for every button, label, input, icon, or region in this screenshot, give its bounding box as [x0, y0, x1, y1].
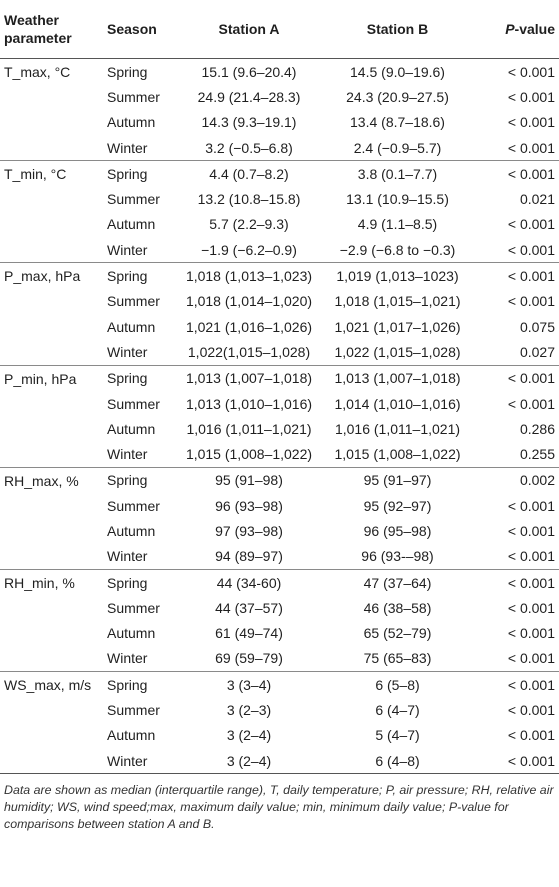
station-b-cell: 46 (38–58): [363, 599, 432, 616]
station-b-cell: 6 (4–8): [375, 752, 420, 769]
season-cell: Autumn: [107, 114, 156, 131]
season-cell: Spring: [103, 263, 178, 289]
station-b-cell: 95 (92–97): [363, 497, 432, 514]
station-a-cell: 44 (34-60): [178, 569, 320, 595]
station-a-cell: 3.2 (−0.5–6.8): [205, 139, 293, 156]
p-value-cell: < 0.001: [507, 548, 555, 565]
parameter-cell: WS_max, m/s: [0, 672, 103, 774]
season-cell: Summer: [107, 88, 160, 105]
station-b-cell: 14.5 (9.0–19.6): [350, 63, 445, 80]
season-cell: Spring: [103, 569, 178, 595]
station-b-cell: 1,016 (1,011–1,021): [334, 420, 461, 437]
season-cell: Summer: [107, 702, 160, 719]
p-value-cell: < 0.001: [507, 216, 555, 233]
station-a-cell: 24.9 (21.4–28.3): [197, 88, 301, 105]
station-b-cell: 6 (4–7): [375, 702, 420, 719]
p-value-cell: < 0.001: [507, 625, 555, 642]
station-b-cell: 95 (91–97): [320, 467, 475, 493]
header-season: Season: [107, 21, 157, 37]
station-b-cell: 4.9 (1.1–8.5): [357, 216, 438, 233]
season-cell: Winter: [107, 650, 148, 667]
table-footnote: Data are shown as median (interquartile range), T, daily temperature; P, air pressure; RH, relative air humidity; WS, wind speed;max, maximum daily value; min, minimum daily value; P-value for comparisons between station A and B.: [4, 783, 554, 832]
station-b-cell: 1,013 (1,007–1,018): [320, 365, 475, 391]
station-a-cell: 13.2 (10.8–15.8): [197, 191, 301, 208]
p-value-cell: < 0.001: [507, 727, 555, 744]
table-body: [0, 59, 559, 774]
station-a-cell: 1,013 (1,010–1,016): [185, 395, 313, 412]
season-cell: Winter: [107, 241, 148, 258]
season-cell: Summer: [107, 191, 160, 208]
station-b-cell: 24.3 (20.9–27.5): [346, 88, 449, 105]
station-a-cell: 5.7 (2.2–9.3): [209, 216, 289, 233]
p-value-cell: < 0.001: [475, 161, 559, 187]
parameter-cell: RH_max, %: [0, 467, 103, 569]
station-a-cell: 4.4 (0.7–8.2): [178, 161, 320, 187]
header-weather-parameter: Weather parameter: [4, 12, 72, 46]
table-row: [0, 263, 559, 289]
p-value-cell: < 0.001: [507, 599, 555, 616]
station-a-cell: 95 (91–98): [178, 467, 320, 493]
season-cell: Spring: [103, 672, 178, 698]
station-a-cell: 3 (2–4): [226, 727, 272, 744]
table-row: [0, 365, 559, 391]
season-cell: Winter: [107, 446, 148, 463]
p-value-cell: < 0.001: [507, 241, 555, 258]
station-a-cell: 15.1 (9.6–20.4): [201, 63, 297, 80]
station-b-cell: 1,019 (1,013–1023): [320, 263, 475, 289]
parameter-cell: P_min, hPa: [0, 365, 103, 467]
station-a-cell: 14.3 (9.3–19.1): [201, 114, 297, 131]
parameter-cell: P_max, hPa: [0, 263, 103, 365]
station-b-cell: 1,015 (1,008–1,022): [334, 446, 461, 463]
station-a-cell: 3 (3–4): [178, 672, 320, 698]
station-b-cell: 1,022 (1,015–1,028): [334, 343, 461, 360]
season-cell: Winter: [107, 139, 148, 156]
season-cell: Autumn: [107, 318, 156, 335]
p-value-cell: < 0.001: [507, 497, 555, 514]
season-cell: Autumn: [107, 522, 156, 539]
p-value-cell: < 0.001: [507, 139, 555, 156]
header-row: [0, 0, 559, 59]
season-cell: Summer: [107, 293, 160, 310]
table-row: [0, 672, 559, 698]
station-a-cell: 1,021 (1,016–1,026): [185, 318, 313, 335]
p-value-cell: < 0.001: [507, 114, 555, 131]
p-value-cell: < 0.001: [507, 88, 555, 105]
p-value-cell: < 0.001: [507, 522, 555, 539]
header-p-suffix: -value: [514, 21, 555, 37]
parameter-cell: T_max, °C: [4, 64, 71, 80]
station-b-cell: 96 (93-–98): [361, 548, 434, 565]
station-b-cell: 1,018 (1,015–1,021): [334, 293, 461, 310]
station-a-cell: 44 (37–57): [215, 599, 283, 616]
p-value-cell: 0.286: [519, 420, 555, 437]
station-a-cell: 96 (93–98): [215, 497, 283, 514]
p-value-cell: < 0.001: [507, 650, 555, 667]
header-station-a: Station A: [218, 21, 280, 37]
p-value-cell: < 0.001: [507, 702, 555, 719]
p-value-cell: 0.002: [475, 467, 559, 493]
header-p-value: [475, 0, 559, 59]
station-a-cell: 1,018 (1,013–1,023): [178, 263, 320, 289]
season-cell: Autumn: [107, 625, 156, 642]
station-b-cell: 13.4 (8.7–18.6): [350, 114, 445, 131]
season-cell: Winter: [107, 752, 148, 769]
season-cell: Autumn: [107, 216, 156, 233]
header-station-b: Station B: [366, 21, 429, 37]
season-cell: Autumn: [107, 420, 156, 437]
p-value-cell: < 0.001: [475, 672, 559, 698]
station-a-cell: −1.9 (−6.2–0.9): [201, 241, 297, 258]
station-a-cell: 94 (89–97): [215, 548, 283, 565]
table-row: [0, 467, 559, 493]
table-row: [0, 161, 559, 187]
station-b-cell: 13.1 (10.9–15.5): [346, 191, 449, 208]
p-value-cell: < 0.001: [507, 63, 555, 80]
table-header: [0, 0, 559, 59]
station-b-cell: 75 (65–83): [363, 650, 432, 667]
p-value-cell: < 0.001: [475, 569, 559, 595]
station-a-cell: 3 (2–4): [226, 752, 272, 769]
season-cell: Summer: [107, 599, 160, 616]
station-a-cell: 1,015 (1,008–1,022): [185, 446, 313, 463]
table-row: [0, 59, 559, 85]
season-cell: Winter: [107, 343, 148, 360]
station-b-cell: 1,021 (1,017–1,026): [334, 318, 461, 335]
station-b-cell: 2.4 (−0.9–5.7): [353, 139, 442, 156]
p-value-cell: < 0.001: [475, 365, 559, 391]
station-b-cell: 96 (95–98): [363, 522, 432, 539]
season-cell: Summer: [107, 497, 160, 514]
header-p-letter: P: [505, 21, 515, 37]
station-b-cell: 3.8 (0.1–7.7): [320, 161, 475, 187]
season-cell: Winter: [107, 548, 148, 565]
p-value-cell: 0.021: [519, 191, 555, 208]
station-b-cell: 6 (5–8): [320, 672, 475, 698]
season-cell: Spring: [103, 365, 178, 391]
p-value-cell: < 0.001: [507, 293, 555, 310]
season-cell: Spring: [107, 63, 148, 80]
p-value-cell: < 0.001: [507, 395, 555, 412]
p-value-cell: < 0.001: [507, 752, 555, 769]
station-b-cell: 65 (52–79): [363, 625, 432, 642]
station-b-cell: 47 (37–64): [320, 569, 475, 595]
season-cell: Spring: [103, 467, 178, 493]
station-a-cell: 1,022(1,015–1,028): [187, 343, 311, 360]
station-b-cell: −2.9 (−6.8 to −0.3): [339, 241, 456, 258]
station-a-cell: 61 (49–74): [215, 625, 283, 642]
station-a-cell: 3 (2–3): [226, 702, 272, 719]
station-a-cell: 97 (93–98): [215, 522, 283, 539]
p-value-cell: 0.255: [519, 446, 555, 463]
p-value-cell: < 0.001: [475, 263, 559, 289]
parameter-cell: RH_min, %: [0, 569, 103, 671]
table-row: [0, 569, 559, 595]
station-a-cell: 1,013 (1,007–1,018): [178, 365, 320, 391]
station-a-cell: 69 (59–79): [215, 650, 283, 667]
parameter-cell: T_min, °C: [0, 161, 103, 263]
season-cell: Spring: [103, 161, 178, 187]
p-value-cell: 0.075: [519, 318, 555, 335]
season-cell: Summer: [107, 395, 160, 412]
station-a-cell: 1,016 (1,011–1,021): [186, 420, 312, 437]
p-value-cell: 0.027: [519, 343, 555, 360]
season-cell: Autumn: [107, 727, 156, 744]
station-a-cell: 1,018 (1,014–1,020): [185, 293, 313, 310]
station-b-cell: 5 (4–7): [375, 727, 420, 744]
station-b-cell: 1,014 (1,010–1,016): [334, 395, 461, 412]
